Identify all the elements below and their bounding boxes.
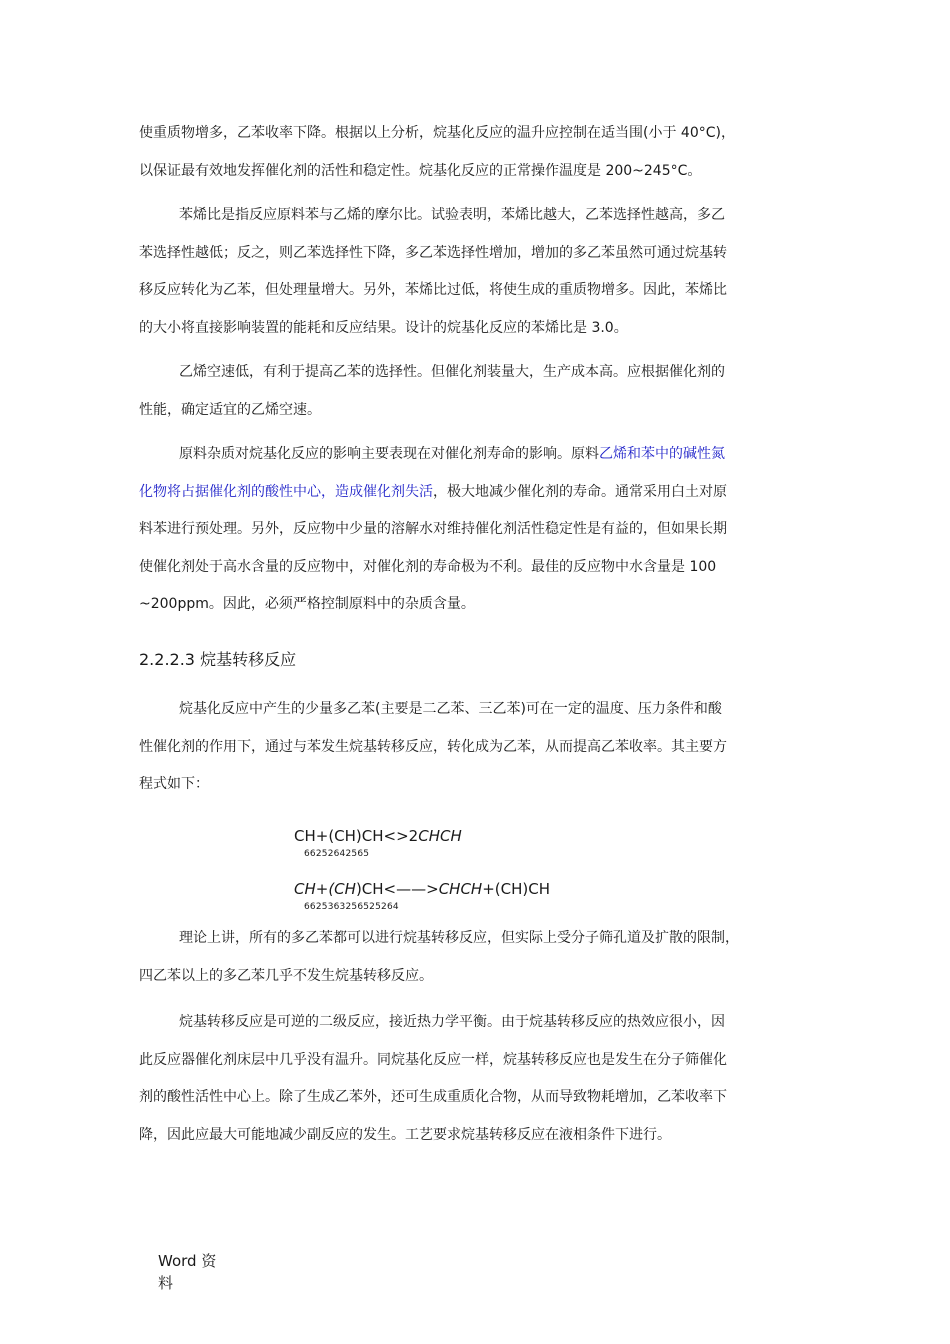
equation-2-subscripts: 6625363256525264 (304, 902, 399, 912)
text-line: 苯选择性越低；反之，则乙苯选择性下降，多乙苯选择性增加，增加的多乙苯虽然可通过烷基转 (139, 244, 727, 261)
text-line: 移反应转化为乙苯，但处理量增大。另外，苯烯比过低，将使生成的重质物增多。因此，苯烯比 (139, 282, 727, 298)
text-line: 的大小将直接影响装置的能耗和反应结果。设计的烷基化反应的苯烯比是 3.0。 (139, 319, 628, 336)
paragraph-transalkylation-intro (139, 691, 829, 804)
text-line: 烷基转移反应是可逆的二级反应，接近热力学平衡。由于烷基转移反应的热效应很小，因 (179, 1014, 725, 1030)
text-line: ~200ppm。因此，必须严格控制原料中的杂质含量。 (139, 596, 475, 612)
equation-1 (294, 827, 462, 845)
text-line: 四乙苯以上的多乙苯几乎不发生烷基转移反应。 (139, 967, 433, 984)
text-line (139, 474, 829, 512)
highlighted-text: 化物将占据催化剂的酸性中心，造成催化剂失活 (139, 483, 433, 500)
section-heading: 2.2.2.3 烷基转移反应 (139, 650, 297, 669)
paragraph-benzene-ethylene-ratio (139, 197, 829, 347)
text-line: 此反应器催化剂床层中几乎没有温升。同烷基化反应一样，烷基转移反应也是发生在分子筛催化 (139, 1051, 727, 1068)
equation-text: CHCH (438, 880, 483, 898)
text-line: 烷基化反应中产生的少量多乙苯(主要是二乙苯、三乙苯)可在一定的温度、压力条件和酸 (179, 701, 722, 717)
highlighted-text: 乙烯和苯中的碱性氮 (599, 446, 725, 462)
text-line: 程式如下： (139, 776, 209, 792)
paragraph-transalkylation-equilibrium (139, 1004, 829, 1154)
text-segment: ，极大地减少催化剂的寿命。通常采用白土对原 (433, 483, 727, 500)
text-line: 性能，确定适宜的乙烯空速。 (139, 401, 321, 418)
equation-text: CHCH (418, 827, 462, 845)
text-line: 性催化剂的作用下，通过与苯发生烷基转移反应，转化成为乙苯，从而提高乙苯收率。其主要方 (139, 738, 727, 755)
equation-1-subscripts: 66252642565 (304, 849, 370, 859)
text-line: 料苯进行预处理。另外，反应物中少量的溶解水对维持催化剂活性稳定性是有益的，但如果长期 (139, 521, 727, 537)
text-line: 使重质物增多，乙苯收率下降。根据以上分析，烷基化反应的温升应控制在适当围(小于 40°C)， (139, 125, 735, 141)
text-line: 使催化剂处于高水含量的反应物中，对催化剂的寿命极为不利。最佳的反应物中水含量是 100 (139, 558, 717, 575)
equation-text: +(CH)CH (482, 880, 550, 898)
paragraph-temperature-control (139, 115, 829, 190)
equation-2 (294, 880, 550, 898)
paragraph-transalkylation-limits (139, 920, 829, 995)
text-line: 苯烯比是指反应原料苯与乙烯的摩尔比。试验表明，苯烯比越大，乙苯选择性越高，多乙 (179, 207, 725, 223)
page-footer: Word 资料 (158, 1252, 217, 1292)
text-line: 乙烯空速低，有利于提高乙苯的选择性。但催化剂装量大，生产成本高。应根据催化剂的 (179, 364, 725, 380)
text-line: 剂的酸性活性中心上。除了生成乙苯外，还可生成重质化合物，从而导致物耗增加，乙苯收率下 (139, 1089, 727, 1105)
paragraph-ethylene-space-velocity (139, 354, 829, 429)
text-line: 降，因此应最大可能地减少副反应的发生。工艺要求烷基转移反应在液相条件下进行。 (139, 1126, 671, 1143)
equation-text: )CH<——> (355, 880, 439, 898)
text-segment: 原料杂质对烷基化反应的影响主要表现在对催化剂寿命的影响。原料 (179, 446, 599, 462)
equation-text: CH+(CH)CH<>2 (294, 827, 419, 845)
text-line: 以保证最有效地发挥催化剂的活性和稳定性。烷基化反应的正常操作温度是 200~245°C。 (139, 162, 702, 179)
text-line (139, 436, 829, 474)
paragraph-feed-impurities (139, 436, 829, 624)
text-line: 理论上讲，所有的多乙苯都可以进行烷基转移反应，但实际上受分子筛孔道及扩散的限制， (179, 930, 739, 946)
equation-text: CH+(CH (294, 880, 356, 898)
